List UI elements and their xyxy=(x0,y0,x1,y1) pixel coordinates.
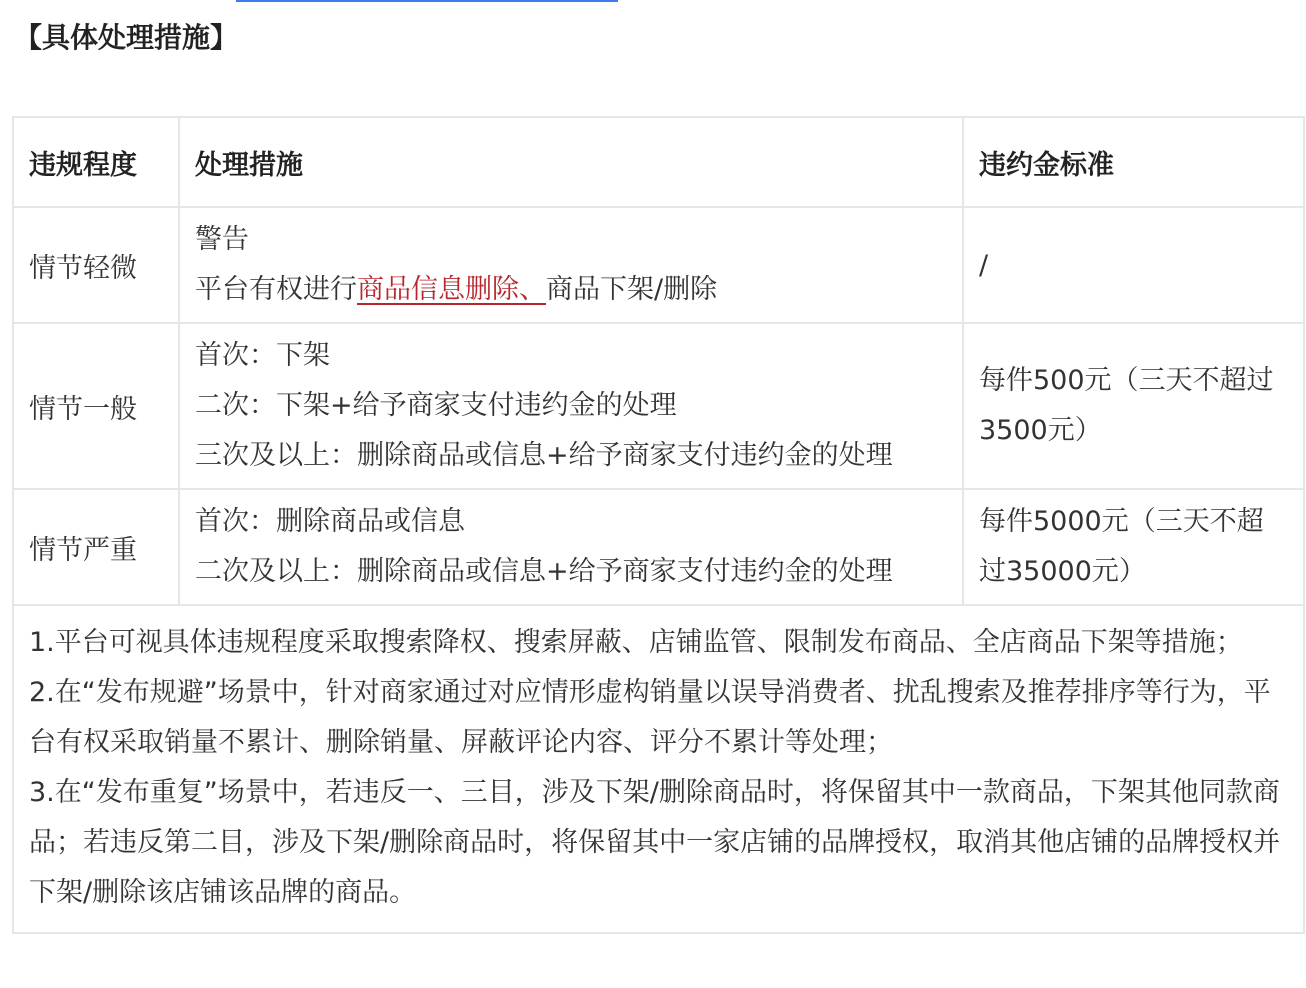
measure-line: 首次：删除商品或信息 xyxy=(195,506,465,537)
table-row xyxy=(13,489,1304,605)
measures-cell xyxy=(179,323,963,489)
note-item: 3.在“发布重复”场景中，若违反一、三目，涉及下架/删除商品时，将保留其中一款商品，下架其他同款商品；若违反第二目，涉及下架/删除商品时，将保留其中一家店铺的品牌授权，取消其他店铺的品牌授权并下架/删除该店铺该品牌的商品。 xyxy=(29,777,1281,908)
cropped-link-underline[interactable] xyxy=(236,0,618,2)
note-item: 1.平台可视具体违规程度采取搜索降权、搜索屏蔽、店铺监管、限制发布商品、全店商品下架等措施； xyxy=(29,627,1243,658)
level-cell: 情节一般 xyxy=(13,323,179,489)
level-cell: 情节严重 xyxy=(13,489,179,605)
measure-line: 二次：下架+给予商家支付违约金的处理 xyxy=(195,390,677,421)
header-measures: 处理措施 xyxy=(179,117,963,207)
note-item: 2.在“发布规避”场景中，针对商家通过对应情形虚构销量以误导消费者、扰乱搜索及推荐排序等行为，平台有权采取销量不累计、删除销量、屏蔽评论内容、评分不累计等处理； xyxy=(29,677,1271,758)
penalty-table xyxy=(12,116,1305,934)
product-info-delete-link[interactable]: 商品信息删除、 xyxy=(357,274,546,305)
measure-text: 商品下架/删除 xyxy=(546,274,718,305)
measures-cell xyxy=(179,489,963,605)
measures-cell xyxy=(179,207,963,323)
measure-text: 平台有权进行 xyxy=(195,274,357,305)
measure-line: 三次及以上：删除商品或信息+给予商家支付违约金的处理 xyxy=(195,440,893,471)
measure-line: 警告 xyxy=(195,224,249,255)
header-penalty-standard: 违约金标准 xyxy=(963,117,1304,207)
header-violation-level: 违规程度 xyxy=(13,117,179,207)
top-cropped-area xyxy=(0,0,1306,4)
notes-cell xyxy=(13,605,1304,933)
measure-line xyxy=(195,265,948,315)
section-title: 【具体处理措施】 xyxy=(14,21,239,54)
table-row xyxy=(13,323,1304,489)
notes-row xyxy=(13,605,1304,933)
level-cell: 情节轻微 xyxy=(13,207,179,323)
measure-line: 首次：下架 xyxy=(195,340,330,371)
table-header-row xyxy=(13,117,1304,207)
penalty-cell: / xyxy=(963,207,1304,323)
penalty-cell: 每件500元（三天不超过3500元） xyxy=(963,323,1304,489)
penalty-cell: 每件5000元（三天不超过35000元） xyxy=(963,489,1304,605)
measure-line: 二次及以上：删除商品或信息+给予商家支付违约金的处理 xyxy=(195,556,893,587)
table-row xyxy=(13,207,1304,323)
